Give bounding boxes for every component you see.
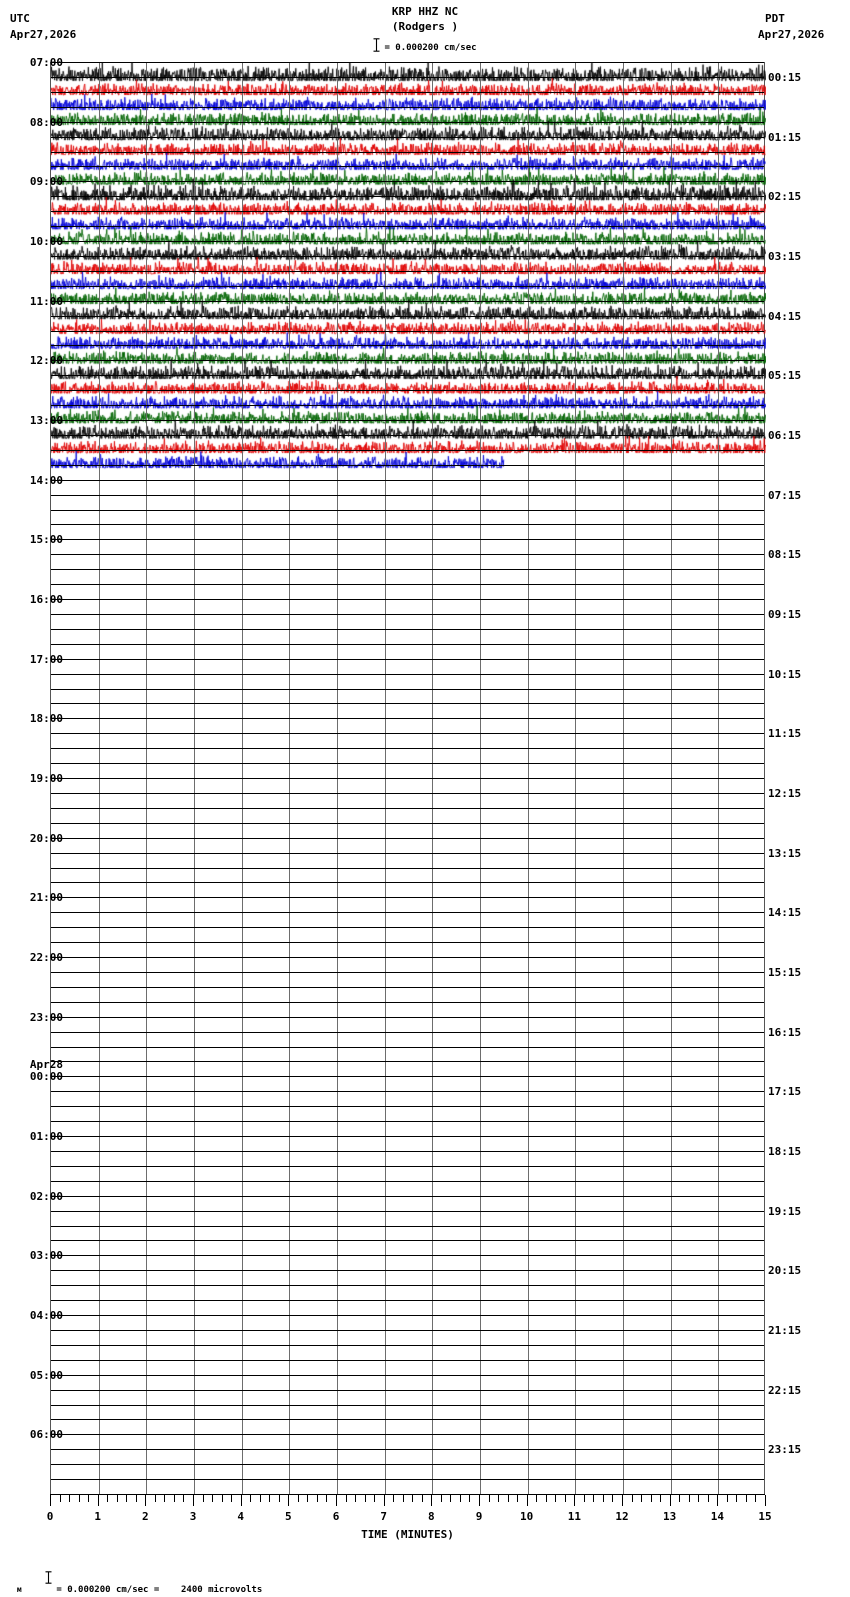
right-hour-label: 16:15 xyxy=(768,1025,802,1039)
axis-major-tick xyxy=(336,1495,337,1506)
row-baseline xyxy=(51,211,764,212)
axis-minor-tick xyxy=(727,1495,728,1502)
axis-minor-tick xyxy=(69,1495,70,1502)
axis-minor-tick xyxy=(689,1495,690,1502)
axis-minor-tick xyxy=(403,1495,404,1502)
row-baseline xyxy=(51,569,764,570)
left-hour-label: 17:00 xyxy=(29,652,63,666)
row-baseline xyxy=(51,152,764,153)
row-baseline xyxy=(51,1091,764,1092)
axis-minor-tick xyxy=(279,1495,280,1502)
row-baseline xyxy=(51,181,764,182)
row-baseline xyxy=(51,1047,764,1048)
right-hour-label: 05:15 xyxy=(768,369,802,383)
left-hour-label: 02:00 xyxy=(29,1189,63,1203)
row-baseline xyxy=(51,375,764,376)
axis-minor-tick xyxy=(698,1495,699,1502)
row-baseline xyxy=(51,286,764,287)
row-baseline xyxy=(51,1032,764,1033)
row-baseline xyxy=(51,241,764,242)
axis-tick-label: 14 xyxy=(710,1510,724,1523)
row-baseline xyxy=(51,1181,764,1182)
axis-major-tick xyxy=(193,1495,194,1506)
axis-major-tick xyxy=(50,1495,51,1506)
axis-minor-tick xyxy=(117,1495,118,1502)
row-baseline xyxy=(51,360,764,361)
row-baseline xyxy=(51,1151,764,1152)
scale-ibeam-icon xyxy=(373,38,380,55)
row-baseline xyxy=(51,480,764,481)
row-baseline xyxy=(51,1315,764,1316)
row-baseline xyxy=(51,1464,764,1465)
row-baseline xyxy=(51,853,764,854)
axis-minor-tick xyxy=(374,1495,375,1502)
axis-minor-tick xyxy=(212,1495,213,1502)
axis-tick-label: 13 xyxy=(663,1510,677,1523)
row-baseline xyxy=(51,1449,764,1450)
axis-tick-label: 9 xyxy=(475,1510,483,1523)
row-baseline xyxy=(51,733,764,734)
row-baseline xyxy=(51,420,764,421)
row-baseline xyxy=(51,256,764,257)
row-baseline xyxy=(51,1211,764,1212)
axis-minor-tick xyxy=(326,1495,327,1502)
utc-date-label: Apr27,2026 xyxy=(10,28,77,41)
row-baseline xyxy=(51,718,764,719)
row-baseline xyxy=(51,703,764,704)
axis-major-tick xyxy=(288,1495,289,1506)
axis-minor-tick xyxy=(755,1495,756,1502)
axis-minor-tick xyxy=(260,1495,261,1502)
left-hour-label: 22:00 xyxy=(29,951,63,964)
row-baseline xyxy=(51,390,764,391)
row-baseline xyxy=(51,927,764,928)
row-baseline xyxy=(51,1106,764,1107)
left-hour-label: 11:00 xyxy=(29,294,63,308)
row-baseline xyxy=(51,554,764,555)
left-hour-label: 15:00 xyxy=(29,533,63,547)
left-hour-label: 21:00 xyxy=(29,891,63,905)
row-baseline xyxy=(51,495,764,496)
row-baseline xyxy=(51,674,764,675)
right-hour-label: 22:15 xyxy=(768,1383,802,1397)
row-baseline xyxy=(51,763,764,764)
axis-minor-tick xyxy=(517,1495,518,1502)
left-hour-label: 20:00 xyxy=(29,831,63,845)
axis-minor-tick xyxy=(651,1495,652,1502)
axis-minor-tick xyxy=(164,1495,165,1502)
axis-tick-label: 1 xyxy=(94,1510,101,1523)
row-baseline xyxy=(51,1076,764,1077)
axis-minor-tick xyxy=(736,1495,737,1502)
row-baseline xyxy=(51,1360,764,1361)
axis-minor-tick xyxy=(708,1495,709,1502)
footer-scale-note xyxy=(6,1551,262,1597)
right-hour-label: 23:15 xyxy=(768,1443,802,1457)
axis-tick-label: 3 xyxy=(189,1510,197,1523)
axis-minor-tick xyxy=(498,1495,499,1502)
axis-tick-label: 15 xyxy=(758,1510,772,1523)
row-baseline xyxy=(51,1300,764,1301)
row-baseline xyxy=(51,584,764,585)
x-axis-label: TIME (MINUTES) xyxy=(361,1528,454,1541)
row-baseline xyxy=(51,1121,764,1122)
axis-minor-tick xyxy=(88,1495,89,1502)
footer-mu-symbol: м xyxy=(16,1585,22,1594)
footer-ibeam-icon xyxy=(24,1561,53,1597)
left-hour-label: 07:00 xyxy=(29,56,63,69)
row-baseline xyxy=(51,987,764,988)
pdt-date-label: Apr27,2026 xyxy=(758,28,825,41)
right-hour-label: 03:15 xyxy=(768,249,802,263)
row-baseline xyxy=(51,1255,764,1256)
right-hour-label: 19:15 xyxy=(768,1204,802,1218)
row-baseline xyxy=(51,301,764,302)
row-baseline xyxy=(51,524,764,525)
axis-minor-tick xyxy=(450,1495,451,1502)
axis-minor-tick xyxy=(489,1495,490,1502)
row-baseline xyxy=(51,1419,764,1420)
row-baseline xyxy=(51,331,764,332)
axis-minor-tick xyxy=(393,1495,394,1502)
axis-minor-tick xyxy=(641,1495,642,1502)
axis-minor-tick xyxy=(355,1495,356,1502)
row-baseline xyxy=(51,1390,764,1391)
axis-major-tick xyxy=(431,1495,432,1506)
axis-tick-label: 5 xyxy=(285,1510,292,1523)
right-hour-label: 21:15 xyxy=(768,1323,802,1337)
axis-major-tick xyxy=(574,1495,575,1506)
row-baseline xyxy=(51,1240,764,1241)
axis-major-tick xyxy=(145,1495,146,1506)
right-hour-label: 07:15 xyxy=(768,488,802,502)
axis-tick-label: 7 xyxy=(380,1510,387,1523)
right-hour-label: 15:15 xyxy=(768,965,802,979)
axis-minor-tick xyxy=(460,1495,461,1502)
row-baseline xyxy=(51,1136,764,1137)
axis-tick-label: 2 xyxy=(142,1510,149,1523)
right-hour-label: 12:15 xyxy=(768,786,802,800)
row-baseline xyxy=(51,1434,764,1435)
axis-minor-tick xyxy=(155,1495,156,1502)
row-baseline xyxy=(51,1405,764,1406)
left-hour-label: 18:00 xyxy=(29,712,63,726)
axis-minor-tick xyxy=(317,1495,318,1502)
row-baseline xyxy=(51,793,764,794)
axis-minor-tick xyxy=(307,1495,308,1502)
scale-text: = 0.000200 cm/sec xyxy=(384,43,477,53)
axis-major-tick xyxy=(241,1495,242,1506)
right-hour-label: 17:15 xyxy=(768,1085,802,1099)
left-hour-label: 09:00 xyxy=(29,175,63,189)
row-baseline xyxy=(51,778,764,779)
right-hour-label: 00:15 xyxy=(768,70,802,84)
row-baseline xyxy=(51,92,764,93)
axis-minor-tick xyxy=(660,1495,661,1502)
axis-tick-label: 12 xyxy=(615,1510,629,1523)
row-baseline xyxy=(51,137,764,138)
pdt-timezone-label: PDT xyxy=(765,12,785,25)
row-baseline xyxy=(51,599,764,600)
right-hour-label: 18:15 xyxy=(768,1144,802,1158)
axis-minor-tick xyxy=(183,1495,184,1502)
axis-minor-tick xyxy=(603,1495,604,1502)
left-hour-label: 14:00 xyxy=(29,473,63,487)
footer-text: = 0.000200 cm/sec = 2400 microvolts xyxy=(56,1585,263,1595)
axis-minor-tick xyxy=(422,1495,423,1502)
right-hour-label: 20:15 xyxy=(768,1264,802,1278)
axis-minor-tick xyxy=(250,1495,251,1502)
helicorder-plot[interactable] xyxy=(50,62,765,1494)
row-baseline xyxy=(51,539,764,540)
axis-minor-tick xyxy=(546,1495,547,1502)
row-baseline xyxy=(51,1285,764,1286)
right-hour-label: 13:15 xyxy=(768,846,802,860)
row-baseline xyxy=(51,1017,764,1018)
axis-major-tick xyxy=(479,1495,480,1506)
row-baseline xyxy=(51,1166,764,1167)
row-baseline xyxy=(51,912,764,913)
axis-minor-tick xyxy=(412,1495,413,1502)
axis-minor-tick xyxy=(222,1495,223,1502)
left-hour-label: 19:00 xyxy=(29,772,63,785)
right-hour-label: 01:15 xyxy=(768,130,802,144)
row-baseline xyxy=(51,316,764,317)
left-hour-label: 23:00 xyxy=(29,1010,63,1024)
row-baseline xyxy=(51,405,764,406)
right-hour-label: 06:15 xyxy=(768,428,802,442)
row-baseline xyxy=(51,868,764,869)
row-baseline xyxy=(51,345,764,346)
station-subtitle: (Rodgers ) xyxy=(391,20,459,33)
axis-minor-tick xyxy=(79,1495,80,1502)
row-baseline xyxy=(51,77,764,78)
row-baseline xyxy=(51,107,764,108)
left-hour-label: 08:00 xyxy=(29,115,63,129)
row-baseline xyxy=(51,897,764,898)
row-baseline xyxy=(51,972,764,973)
axis-tick-label: 0 xyxy=(46,1510,54,1523)
row-baseline xyxy=(51,1330,764,1331)
row-baseline xyxy=(51,226,764,227)
left-hour-label: 05:00 xyxy=(29,1368,63,1382)
row-baseline xyxy=(51,1226,764,1227)
row-baseline xyxy=(51,1345,764,1346)
axis-minor-tick xyxy=(612,1495,613,1502)
axis-baseline xyxy=(50,1494,765,1495)
axis-minor-tick xyxy=(107,1495,108,1502)
axis-minor-tick xyxy=(365,1495,366,1502)
right-hour-label: 14:15 xyxy=(768,906,802,920)
axis-major-tick xyxy=(717,1495,718,1506)
scale-reference xyxy=(0,38,850,55)
axis-minor-tick xyxy=(508,1495,509,1502)
row-baseline xyxy=(51,823,764,824)
row-baseline xyxy=(51,1270,764,1271)
left-hour-label: 04:00 xyxy=(29,1309,63,1322)
axis-minor-tick xyxy=(60,1495,61,1502)
axis-major-tick xyxy=(384,1495,385,1506)
axis-minor-tick xyxy=(536,1495,537,1502)
row-baseline xyxy=(51,882,764,883)
left-hour-label: 12:00 xyxy=(29,354,63,368)
right-hour-label: 02:15 xyxy=(768,190,802,204)
left-hour-label: 16:00 xyxy=(29,593,63,606)
row-baseline xyxy=(51,510,764,511)
axis-tick-label: 10 xyxy=(520,1510,534,1523)
axis-minor-tick xyxy=(593,1495,594,1502)
right-hour-label: 11:15 xyxy=(768,727,802,741)
row-baseline xyxy=(51,166,764,167)
row-baseline xyxy=(51,644,764,645)
axis-minor-tick xyxy=(231,1495,232,1502)
left-hour-label: 01:00 xyxy=(29,1130,63,1143)
row-baseline xyxy=(51,450,764,451)
left-hour-label: 03:00 xyxy=(29,1249,63,1263)
axis-major-tick xyxy=(98,1495,99,1506)
right-hour-label: 04:15 xyxy=(768,309,802,323)
station-title: KRP HHZ NC xyxy=(391,5,459,18)
left-hour-label: 13:00 xyxy=(29,414,63,427)
row-baseline xyxy=(51,271,764,272)
row-baseline xyxy=(51,614,764,615)
axis-minor-tick xyxy=(441,1495,442,1502)
axis-major-tick xyxy=(765,1495,766,1506)
row-baseline xyxy=(51,748,764,749)
axis-minor-tick xyxy=(203,1495,204,1502)
axis-tick-label: 11 xyxy=(567,1510,581,1523)
axis-major-tick xyxy=(527,1495,528,1506)
axis-minor-tick xyxy=(746,1495,747,1502)
axis-minor-tick xyxy=(679,1495,680,1502)
left-hour-label: 06:00 xyxy=(29,1428,63,1442)
left-hour-label: 10:00 xyxy=(29,235,63,248)
row-baseline xyxy=(51,62,764,63)
row-baseline xyxy=(51,1061,764,1062)
axis-minor-tick xyxy=(346,1495,347,1502)
axis-major-tick xyxy=(622,1495,623,1506)
axis-minor-tick xyxy=(298,1495,299,1502)
axis-minor-tick xyxy=(469,1495,470,1502)
row-baseline xyxy=(51,465,764,466)
left-hour-label: 00:00 xyxy=(29,1070,63,1084)
row-baseline xyxy=(51,1002,764,1003)
row-baseline xyxy=(51,1479,764,1480)
right-hour-label: 08:15 xyxy=(768,548,802,562)
row-baseline xyxy=(51,689,764,690)
axis-minor-tick xyxy=(565,1495,566,1502)
day-change-label: Apr28 xyxy=(29,1058,63,1072)
row-baseline xyxy=(51,1196,764,1197)
axis-tick-label: 8 xyxy=(428,1510,435,1523)
row-baseline xyxy=(51,838,764,839)
row-baseline xyxy=(51,957,764,958)
axis-minor-tick xyxy=(174,1495,175,1502)
row-baseline xyxy=(51,122,764,123)
axis-minor-tick xyxy=(632,1495,633,1502)
axis-tick-label: 4 xyxy=(237,1510,244,1523)
row-baseline xyxy=(51,1375,764,1376)
row-baseline xyxy=(51,629,764,630)
row-baseline xyxy=(51,808,764,809)
axis-major-tick xyxy=(670,1495,671,1506)
right-hour-label: 10:15 xyxy=(768,667,802,681)
row-baseline xyxy=(51,196,764,197)
utc-timezone-label: UTC xyxy=(10,12,30,25)
axis-minor-tick xyxy=(136,1495,137,1502)
row-baseline xyxy=(51,659,764,660)
axis-minor-tick xyxy=(584,1495,585,1502)
axis-minor-tick xyxy=(269,1495,270,1502)
row-baseline xyxy=(51,942,764,943)
axis-minor-tick xyxy=(555,1495,556,1502)
right-hour-label: 09:15 xyxy=(768,607,802,621)
axis-tick-label: 6 xyxy=(332,1510,340,1523)
row-baseline xyxy=(51,435,764,436)
axis-minor-tick xyxy=(126,1495,127,1502)
